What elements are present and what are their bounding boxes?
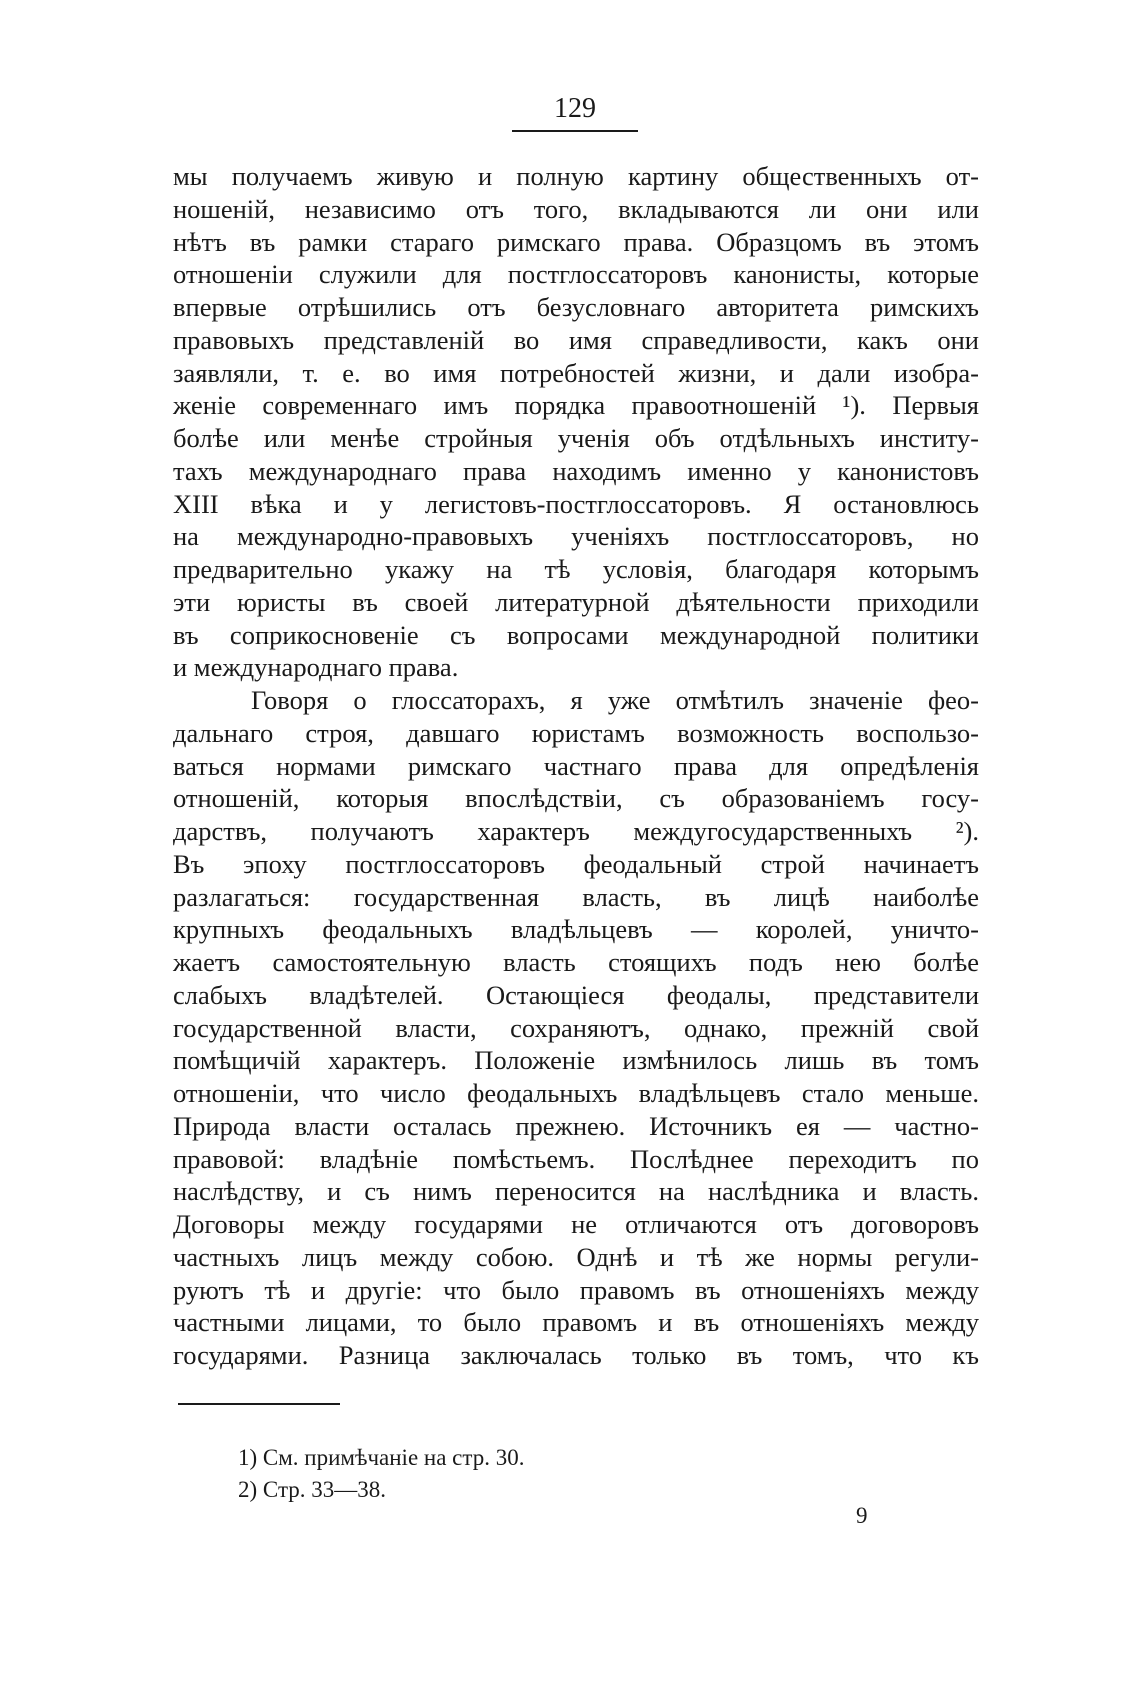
- text-line: Природа власти осталась прежнею. Источникъ ея — частно-: [173, 1110, 979, 1141]
- text-line: разлагаться: государственная власть, въ лицѣ наиболѣе: [173, 881, 979, 912]
- text-line: частными лицами, то было правомъ и въ отношеніяхъ между: [173, 1307, 979, 1338]
- text-line: Договоры между государями не отличаются отъ договоровъ: [173, 1209, 979, 1239]
- text-line: наслѣдству, и съ нимъ переносится на наслѣдника и власть.: [173, 1176, 979, 1207]
- text-line: дарствъ, получаютъ характеръ междугосударственныхъ ²).: [173, 816, 979, 846]
- text-line: въ соприкосновеніе съ вопросами международной политики: [173, 619, 979, 650]
- footnote-2: 2) Стр. 33—38.: [238, 1477, 387, 1502]
- page-number: 129: [554, 93, 596, 124]
- text-line: женіе современнаго имъ порядка правоотношеній ¹). Первыя: [173, 390, 979, 421]
- text-line: нѣтъ въ рамки стараго римскаго права. Образцомъ въ этомъ: [173, 226, 979, 257]
- text-line: ношеній, независимо отъ того, вкладываются ли они или: [173, 193, 979, 224]
- paragraph-start-line: Говоря о глоссаторахъ, я уже отмѣтилъ значеніе фео-: [251, 685, 979, 715]
- footnote-1: 1) См. примѣчаніе на стр. 30.: [238, 1445, 525, 1470]
- text-line: частныхъ лицъ между собою. Однѣ и тѣ же нормы регули-: [173, 1241, 979, 1272]
- text-line: предварительно укажу на тѣ условія, благодаря которымъ: [173, 554, 979, 584]
- body-text: [173, 160, 979, 1372]
- text-line: XIII вѣка и у легистовъ-постглоссаторовъ. Я остановлюсь: [173, 488, 979, 519]
- text-line: слабыхъ владѣтелей. Остающіеся феодалы, представители: [173, 979, 979, 1010]
- text-line: заявляли, т. е. во имя потребностей жизни, и дали изобра-: [173, 357, 979, 388]
- text-line: болѣе или менѣе стройныя ученія объ отдѣльныхъ институ-: [173, 423, 979, 453]
- text-line: отношеній, которыя впослѣдствіи, съ образованіемъ госу-: [173, 783, 979, 814]
- text-line: руютъ тѣ и другіе: что было правомъ въ отношеніяхъ между: [173, 1274, 979, 1305]
- text-line: мы получаемъ живую и полную картину общественныхъ от-: [173, 161, 979, 191]
- page-number-rule: [512, 130, 638, 132]
- signature-mark: 9: [856, 1503, 868, 1528]
- text-line: крупныхъ феодальныхъ владѣльцевъ — королей, уничто-: [173, 914, 979, 945]
- text-line: дальнаго строя, давшаго юристамъ возможность воспользо-: [173, 717, 979, 748]
- text-line: отношеніи служили для постглоссаторовъ канонисты, которые: [173, 259, 979, 290]
- text-line: правовыхъ представленій во имя справедливости, какъ они: [173, 324, 979, 355]
- footnote-separator: [178, 1403, 340, 1405]
- text-line: отношеніи, что число феодальныхъ владѣльцевъ стало меньше.: [173, 1078, 979, 1108]
- text-line: правовой: владѣніе помѣстьемъ. Послѣднее переходитъ по: [173, 1143, 979, 1174]
- text-line: ваться нормами римскаго частнаго права для опредѣленія: [173, 750, 979, 781]
- text-line: помѣщичій характеръ. Положеніе измѣнилось лишь въ томъ: [173, 1045, 979, 1076]
- text-line: Въ эпоху постглоссаторовъ феодальный строй начинаетъ: [173, 848, 979, 879]
- text-line: государями. Разница заключалась только въ томъ, что къ: [173, 1340, 979, 1370]
- text-line: впервые отрѣшились отъ безусловнаго авторитета римскихъ: [173, 292, 979, 322]
- text-line: государственной власти, сохраняютъ, однако, прежній свой: [173, 1012, 979, 1043]
- text-line: эти юристы въ своей литературной дѣятельности приходили: [173, 586, 979, 617]
- text-line: тахъ международнаго права находимъ именно у канонистовъ: [173, 455, 979, 486]
- text-line: жаетъ самостоятельную власть стоящихъ подъ нею болѣе: [173, 947, 979, 977]
- text-line: на международно-правовыхъ ученіяхъ постглоссаторовъ, но: [173, 521, 979, 552]
- paragraph-end-line: и международнаго права.: [173, 652, 459, 683]
- footnotes: [238, 1442, 838, 1506]
